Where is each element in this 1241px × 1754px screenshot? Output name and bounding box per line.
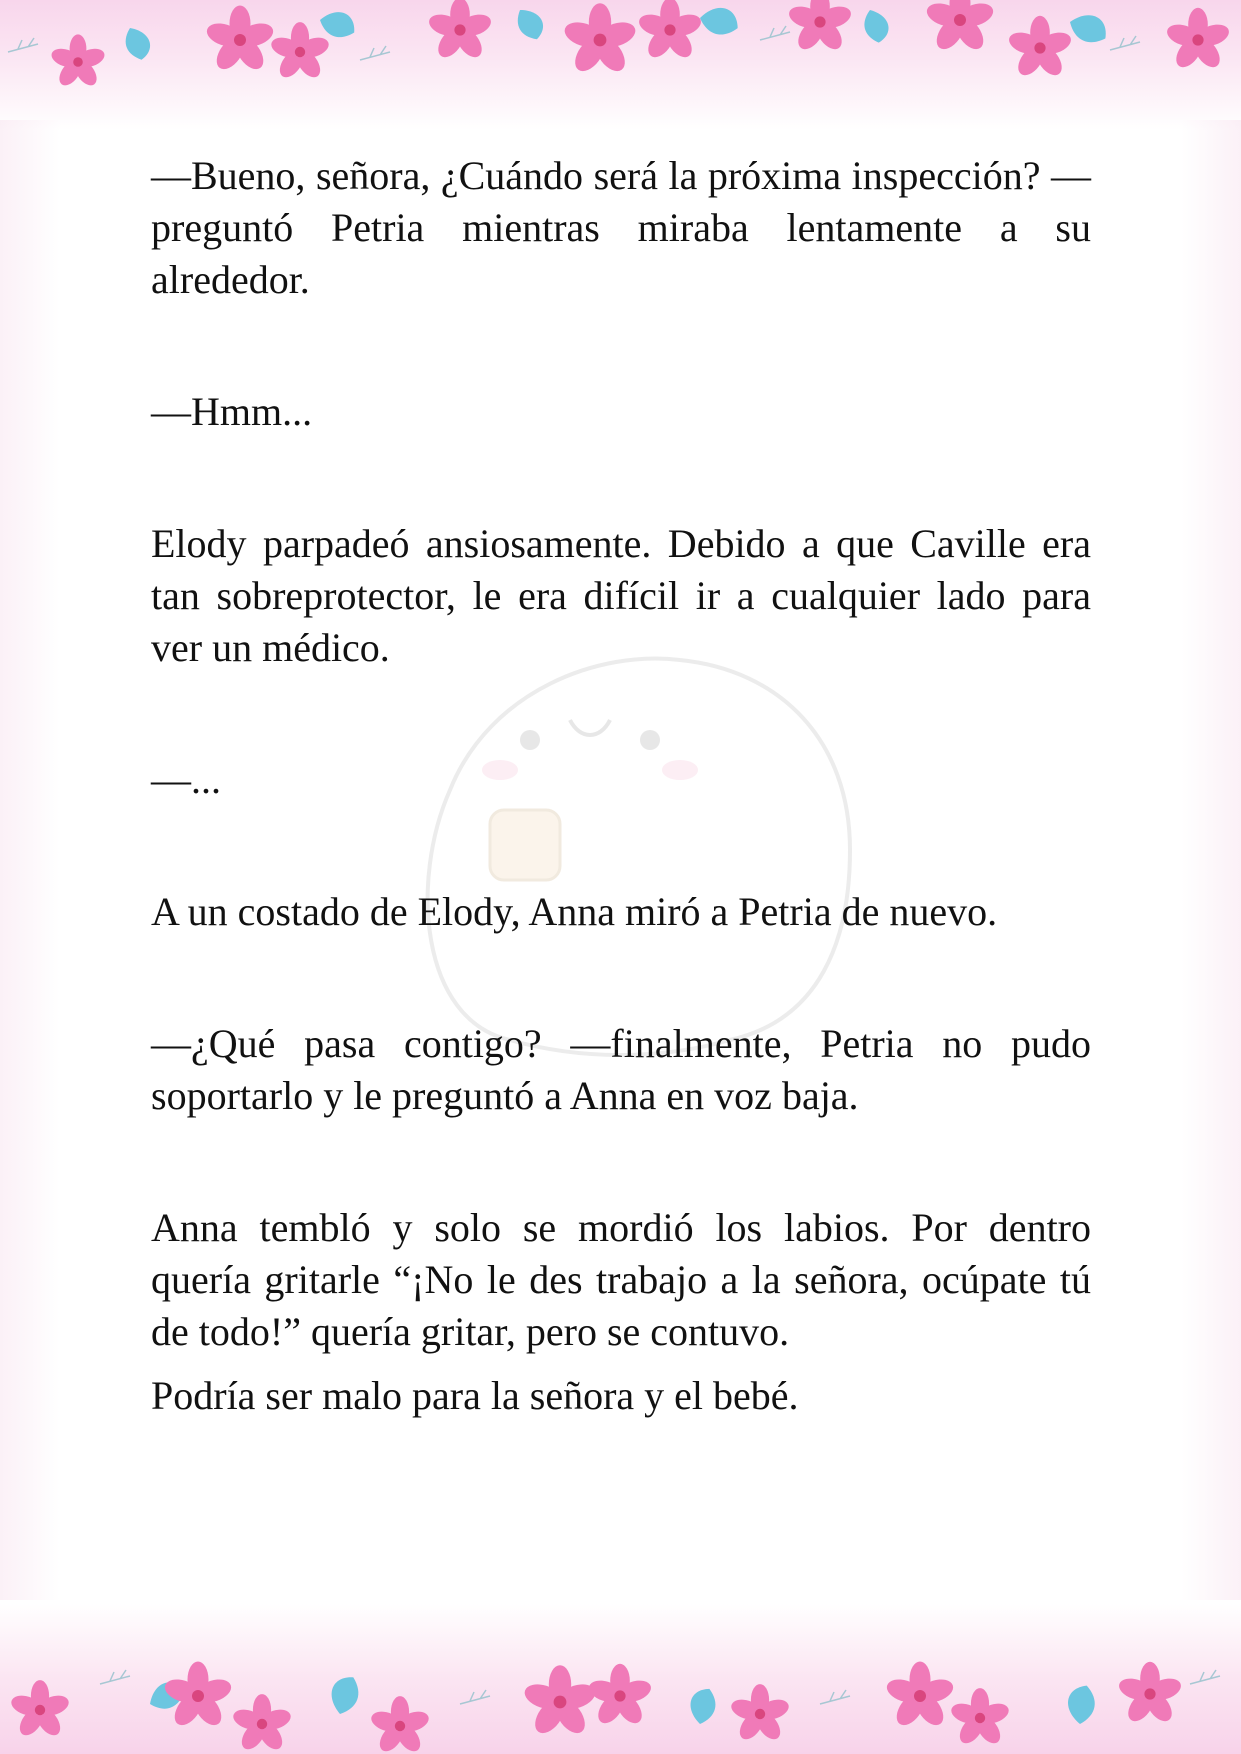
left-edge-tint [0,120,60,1600]
paragraph: Podría ser malo para la señora y el bebé. [151,1373,799,1418]
paragraph: Anna tembló y solo se mordió los labios. Por dentro quería gritarle “¡No le des trabajo a la señora, ocúpate tú de todo!” quería gritar, pero se contuvo. [151,1205,1091,1354]
top-flower-border-icon [0,0,1241,110]
chapter-text [151,150,1091,1422]
paragraph: —... [151,757,221,802]
right-edge-tint [1181,120,1241,1600]
paragraph: —¿Qué pasa contigo? —finalmente, Petria no pudo soportarlo y le preguntó a Anna en voz baja. [151,1021,1091,1118]
paragraph: —Hmm... [151,389,313,434]
paragraph: Elody parpadeó ansiosamente. Debido a que Caville era tan sobreprotector, le era difícil ir a cualquier lado para ver un médico. [151,521,1091,670]
paragraph: —Bueno, señora, ¿Cuándo será la próxima inspección? —preguntó Petria mientras miraba lentamente a su alrededor. [151,153,1091,302]
paragraph: A un costado de Elody, Anna miró a Petria de nuevo. [151,889,998,934]
bottom-flower-border-icon [0,1644,1241,1754]
